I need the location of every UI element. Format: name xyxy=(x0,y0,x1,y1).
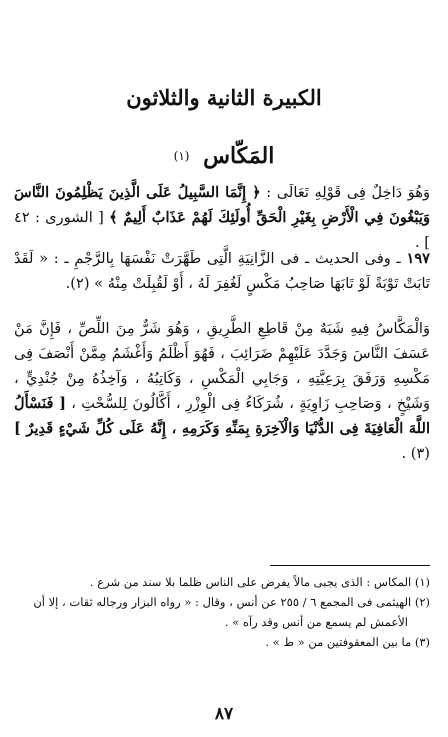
hadith-quote: « لَقَدْ تَابَتْ تَوْبَةً لَوْ تَابَهَا صَاحِبُ مَكْسٍ لَغُفِرَ لَهُ ، أَوْ لَقُبِلَتْ مِنْهُ » xyxy=(14,250,430,292)
section-title-text: المَكّاس xyxy=(203,143,275,169)
footnote-ref-2: (٢). xyxy=(65,275,90,292)
footnote-3: (٣) ما بين المعقوفتين من « ط » . xyxy=(265,635,430,649)
footnote-2-continued: الأعمش لم يسمع من أنس وقد رآه » . xyxy=(224,615,408,629)
paragraph1-intro: وَهُوَ دَاخِلٌ فِى قَوْلِهِ تَعَالَى : xyxy=(266,184,430,201)
bracketed-supplication: [ فَنَسْأَلُ اللَّهَ الْعَافِيَةَ فِى الدُّنْيَا وَالْآخِرَةِ بِمَنِّهِ وَكَرَمِهِ ، إِنَّهُ عَلَى كُلِّ شَيْءٍ قَدِيرٌ ] xyxy=(14,395,430,437)
paragraph-hadith xyxy=(14,246,430,296)
paragraph-verse xyxy=(14,180,430,255)
footnote-1: (١) المكاس : الذى يجبى مالاً يفرض على الناس ظلما بلا سند من شرع . xyxy=(89,575,430,589)
section-title xyxy=(20,140,428,172)
verse-citation: [ الشورى : ٤٢ ] . xyxy=(14,209,430,251)
hadith-number: ١٩٧ xyxy=(406,250,431,267)
footnote-divider xyxy=(270,565,430,566)
paragraph-commentary xyxy=(14,316,430,466)
chapter-title: الكبيرة الثانية والثلاثون xyxy=(126,85,322,110)
footnote-2: (٢) الهيثمى فى المجمع ٦ / ٢٥٥ عن أنس ، وقال : « رواه البزار ورجاله ثقات ، إلا أن xyxy=(33,595,430,609)
quran-verse: ﴿ إِنَّمَا السَّبِيلُ عَلَى الَّذِينَ يَظْلِمُونَ النَّاسَ وَيَبْغُونَ فِي الْأَرْضِ بِغَيْرِ الْحَقِّ أُولَئِكَ لَهُمْ عَذَابٌ أَلِيمٌ ﴾ xyxy=(14,184,430,226)
footnotes xyxy=(20,572,430,652)
page-number: ٨٧ xyxy=(214,704,234,724)
footnote-ref-3: (٣) . xyxy=(401,445,430,462)
hadith-intro: ـ وفى الحديث ـ فى الزَّانِيَةِ الَّتِى طَهَّرَتْ نَفْسَهَا بِالرَّجْمِ ـ : xyxy=(53,250,401,267)
footnote-ref-1: (١) xyxy=(173,149,190,163)
commentary-text: وَالْمَكَّاسُ فِيهِ شَبَهٌ مِنْ قَاطِعِ الطَّرِيقِ ، وَهُوَ شَرٌّ مِنَ اللِّصِّ ، فَإِنَّ مَنْ عَسَفَ النَّاسَ وَجَدَّدَ عَلَيْهِمْ ضَرَائِبَ ، فَهُوَ أَظْلَمُ وَأَغْشَمُ مِمَّنْ أَنْصَفَ فِى مَكْسِهِ وَرَفَقَ بِرَعِيَّتِهِ ، وَجَابِي الْمَكْسِ ، وَكَاتِبُهُ ، وَآخِذُهُ مِنْ جُنْدِيٍّ ، وَشَيْخٍ ، وَصَاحِبِ زَاوِيَةٍ ، شُرَكَاءُ فِى الْوِزْرِ ، أَكَّالُونَ لِلسُّحْتِ ، xyxy=(14,320,430,412)
